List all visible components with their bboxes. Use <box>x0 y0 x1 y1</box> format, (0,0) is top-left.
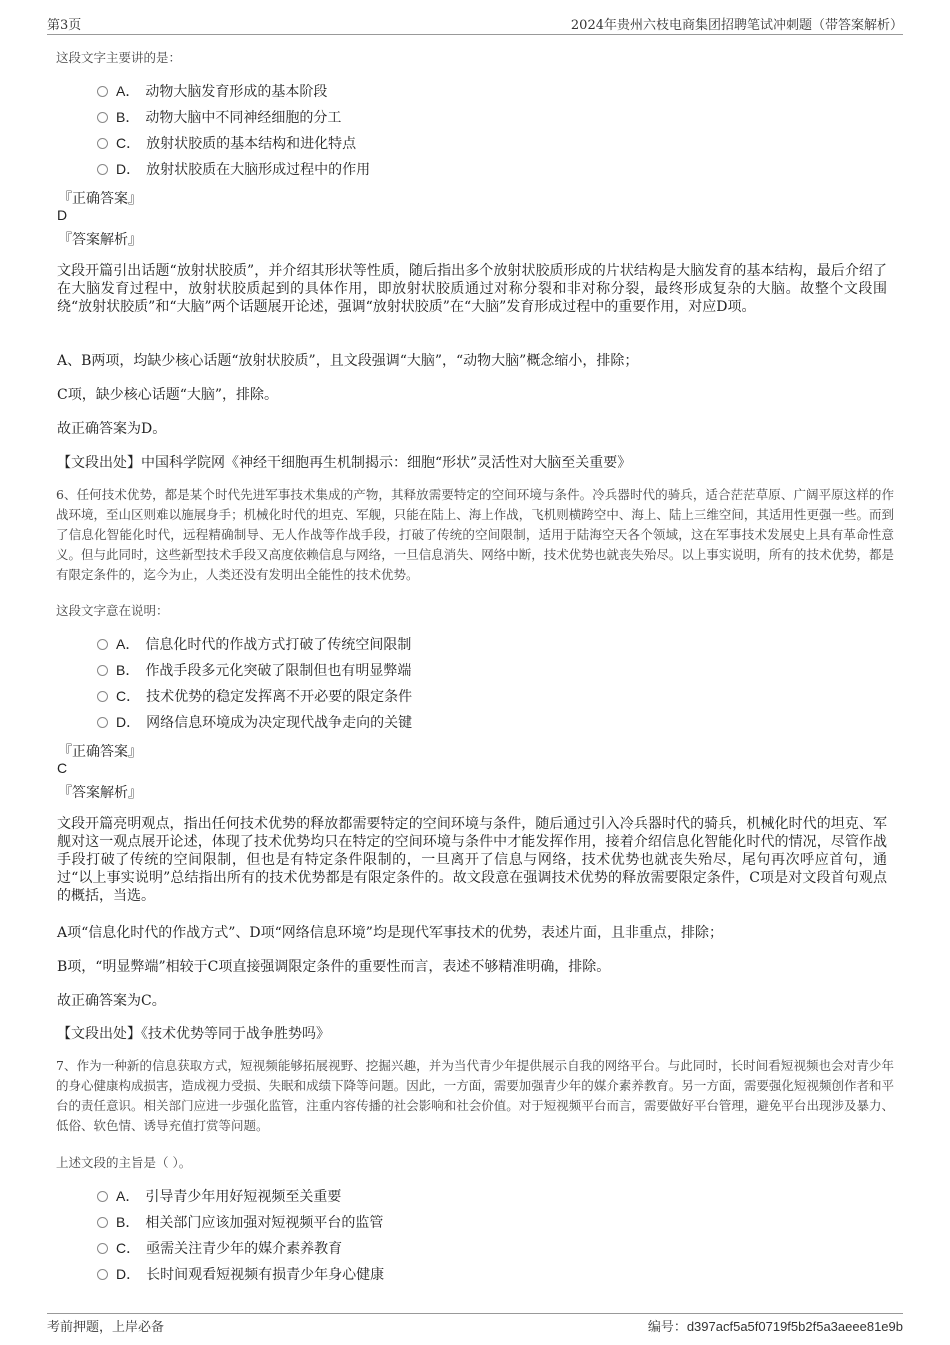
q7-option-d[interactable]: D． 长时间观看短视频有损青少年身心健康 <box>97 1264 384 1284</box>
q7-option-c[interactable]: C． 亟需关注青少年的媒介素养教育 <box>97 1238 342 1258</box>
page-footer <box>47 1313 903 1338</box>
q6-prompt: 这段文字意在说明： <box>56 603 169 618</box>
radio-icon[interactable] <box>97 639 108 650</box>
radio-icon[interactable] <box>97 86 108 97</box>
q5-source: 【文段出处】中国科学院网《神经干细胞再生机制揭示：细胞“形状”灵活性对大脑至关重要》 <box>57 455 632 471</box>
q5-analysis-c: C项，缺少核心话题“大脑”，排除。 <box>57 387 279 403</box>
radio-icon[interactable] <box>97 112 108 123</box>
q6-option-a[interactable]: A． 信息化时代的作战方式打破了传统空间限制 <box>97 634 411 654</box>
radio-icon[interactable] <box>97 717 108 728</box>
q6-option-d[interactable]: D． 网络信息环境成为决定现代战争走向的关键 <box>97 712 412 732</box>
q6-analysis-label: 『答案解析』 <box>58 785 142 801</box>
q6-answer-label: 『正确答案』 <box>58 744 142 760</box>
document-title: 2024年贵州六枝电商集团招聘笔试冲刺题（带答案解析） <box>570 18 903 33</box>
q6-passage: 6、任何技术优势，都是某个时代先进军事技术集成的产物，其释放需要特定的空间环境与条件。冷兵器时代的骑兵，适合茫茫草原、广阔平原这样的作战环境，至山区则难以施展身手；机械化时代的坦克、军舰，只能在陆上、海上作战，飞机则横跨空中、海上、陆上三维空间，其适用性更强一些。而到了信息化智能化时代，远程精确制导、无人作战等作战手段，打破了传统的空间限制，适用于陆海空天各个领域，这在军事技术发展史上具有革命性意义。但与此同时，这些新型技术手段又高度依赖信息与网络，一旦信息消失、网络中断，技术优势也就丧失殆尽。以上事实说明，所有的技术优势，都是有限定条件的，迄今为止，人类还没有发明出全能性的技术优势。 <box>56 487 894 582</box>
q6-analysis-b: B项，“明显弊端”相较于C项直接强调限定条件的重要性而言，表述不够精准明确，排除。 <box>57 959 611 975</box>
page-number: 第3页 <box>47 18 82 33</box>
q5-prompt: 这段文字主要讲的是： <box>56 50 182 65</box>
radio-icon[interactable] <box>97 1269 108 1280</box>
radio-icon[interactable] <box>97 1191 108 1202</box>
footer-slogan: 考前押题，上岸必备 <box>47 1320 165 1335</box>
document-code <box>648 1316 903 1335</box>
q7-prompt: 上述文段的主旨是（ ）。 <box>56 1155 192 1170</box>
page-header <box>47 12 903 35</box>
q5-answer: D <box>57 207 68 223</box>
q7-option-a[interactable]: A． 引导青少年用好短视频至关重要 <box>97 1186 341 1206</box>
q5-option-b[interactable]: B． 动物大脑中不同神经细胞的分工 <box>97 107 341 127</box>
q5-answer-label: 『正确答案』 <box>58 191 142 207</box>
document-code-value: d397acf5a5f0719f5b2f5a3aeee81e9b <box>686 1319 903 1334</box>
q5-analysis-main: 文段开篇引出话题“放射状胶质”，并介绍其形状等性质，随后指出多个放射状胶质形成的片状结构是大脑发育的基本结构，最后介绍了在大脑发育过程中，放射状胶质起到的具体作用，即放射状胶质通过对称分裂和非对称分裂，最终形成复杂的大脑。故整个文段围绕“放射状胶质”和“大脑”两个话题展开论述，强调“放射状胶质”在“大脑”发育形成过程中的重要作用，对应D项。 <box>57 263 887 315</box>
q5-option-c[interactable]: C． 放射状胶质的基本结构和进化特点 <box>97 133 356 153</box>
q5-option-d[interactable]: D． 放射状胶质在大脑形成过程中的作用 <box>97 159 370 179</box>
q6-option-b[interactable]: B． 作战手段多元化突破了限制但也有明显弊端 <box>97 660 411 680</box>
q6-conclusion: 故正确答案为C。 <box>57 993 166 1009</box>
q6-analysis-ad: A项“信息化时代的作战方式”、D项“网络信息环境”均是现代军事技术的优势，表述片面，且非重点，排除； <box>57 925 723 941</box>
radio-icon[interactable] <box>97 1217 108 1228</box>
q5-option-a[interactable]: A． 动物大脑发育形成的基本阶段 <box>97 81 327 101</box>
q6-answer: C <box>57 760 68 776</box>
q5-conclusion: 故正确答案为D。 <box>57 421 167 437</box>
q5-analysis-ab: A、B两项，均缺少核心话题“放射状胶质”，且文段强调“大脑”，“动物大脑”概念缩小，排除； <box>57 353 639 369</box>
radio-icon[interactable] <box>97 691 108 702</box>
document-code-label: 编号： <box>647 1320 687 1335</box>
q7-passage: 7、作为一种新的信息获取方式，短视频能够拓展视野、挖掘兴趣，并为当代青少年提供展示自我的网络平台。与此同时，长时间看短视频也会对青少年的身心健康构成损害，造成视力受损、失眠和成绩下降等问题。因此，一方面，需要加强青少年的媒介素养教育。另一方面，需要强化短视频创作者和平台的责任意识。相关部门应进一步强化监管，注重内容传播的社会影响和社会价值。对于短视频平台而言，需要做好平台管理，避免平台出现涉及暴力、低俗、软色情、诱导充值打赏等问题。 <box>56 1058 894 1133</box>
q6-option-c[interactable]: C． 技术优势的稳定发挥离不开必要的限定条件 <box>97 686 412 706</box>
q5-analysis-label: 『答案解析』 <box>58 232 142 248</box>
radio-icon[interactable] <box>97 665 108 676</box>
q7-option-b[interactable]: B． 相关部门应该加强对短视频平台的监管 <box>97 1212 383 1232</box>
radio-icon[interactable] <box>97 164 108 175</box>
q6-analysis-main: 文段开篇亮明观点，指出任何技术优势的释放都需要特定的空间环境与条件，随后通过引入冷兵器时代的骑兵，机械化时代的坦克、军舰对这一观点展开论述，体现了技术优势均只在特定的空间环境与条件中才能发挥作用，接着介绍信息化智能化时代的情况，尽管作战手段打破了传统的空间限制，但也是有特定条件限制的，一旦离开了信息与网络，技术优势也就丧失殆尽，尾句再次呼应首句，通过“以上事实说明”总结指出所有的技术优势都是有限定条件的。故文段意在强调技术优势的释放需要限定条件，C项是对文段首句观点的概括，当选。 <box>57 816 887 904</box>
radio-icon[interactable] <box>97 138 108 149</box>
q6-source: 【文段出处】《技术优势等同于战争胜势吗》 <box>57 1026 330 1042</box>
radio-icon[interactable] <box>97 1243 108 1254</box>
